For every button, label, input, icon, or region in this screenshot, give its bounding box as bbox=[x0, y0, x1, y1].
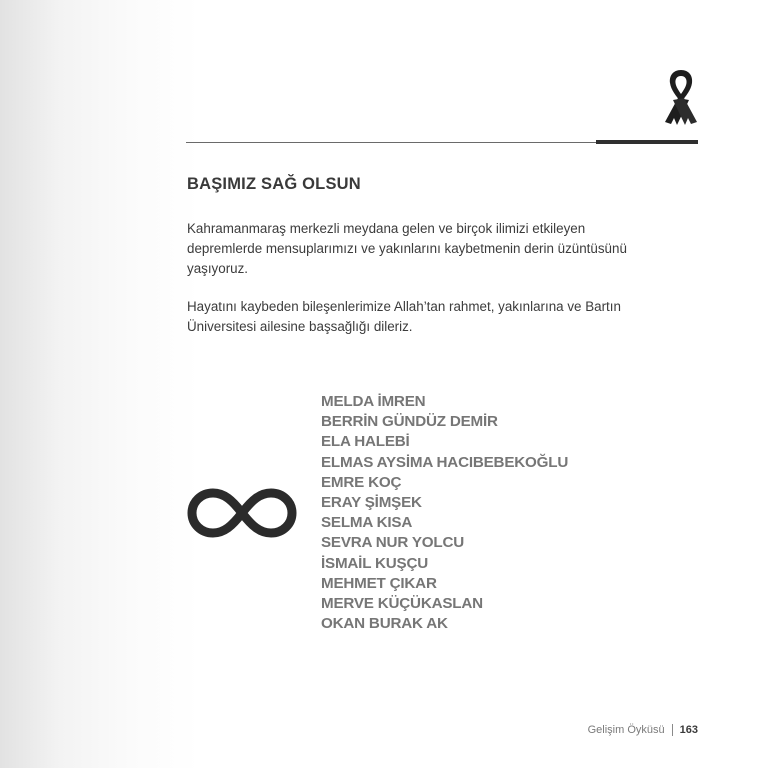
memorial-name: EMRE KOÇ bbox=[321, 473, 402, 491]
header-divider-line bbox=[186, 142, 596, 143]
memorial-name: SEVRA NUR YOLCU bbox=[321, 534, 464, 552]
memorial-name: SELMA KISA bbox=[321, 514, 413, 532]
footer-section-title: Gelişim Öyküsü bbox=[587, 724, 665, 736]
condolence-paragraph-1: Kahramanmaraş merkezli meydana gelen ve birçok ilimizi etkileyen depremlerde mensuplarımızı ve yakınlarını kaybetmenin derin üzüntüsünü yaşıyoruz. bbox=[187, 221, 627, 276]
memorial-name: OKAN BURAK AK bbox=[321, 615, 448, 633]
condolence-paragraph-2: Hayatını kaybeden bileşenlerimize Allah’tan rahmet, yakınlarına ve Bartın Üniversitesi ailesine başsağlığı dileriz. bbox=[187, 299, 621, 334]
footer-separator bbox=[672, 724, 673, 736]
page-footer bbox=[588, 724, 698, 736]
memorial-name: İSMAİL KUŞÇU bbox=[321, 554, 429, 572]
memorial-name: MELDA İMREN bbox=[321, 393, 426, 410]
memorial-name: ERAY ŞİMŞEK bbox=[321, 494, 422, 512]
mourning-ribbon-icon bbox=[662, 66, 700, 130]
header-divider-accent bbox=[596, 140, 698, 144]
memorial-name: ELA HALEBİ bbox=[321, 433, 410, 451]
infinity-icon bbox=[186, 487, 298, 539]
memorial-name: MERVE KÜÇÜKASLAN bbox=[321, 595, 483, 613]
memorial-name: MEHMET ÇIKAR bbox=[321, 574, 437, 592]
memorial-name: ELMAS AYSİMA HACIBEBEKOĞLU bbox=[321, 453, 569, 471]
memorial-name-list bbox=[321, 392, 568, 634]
page-title: BAŞIMIZ SAĞ OLSUN bbox=[187, 175, 361, 193]
page-number: 163 bbox=[679, 724, 698, 736]
memorial-name: BERRİN GÜNDÜZ DEMİR bbox=[321, 413, 498, 431]
